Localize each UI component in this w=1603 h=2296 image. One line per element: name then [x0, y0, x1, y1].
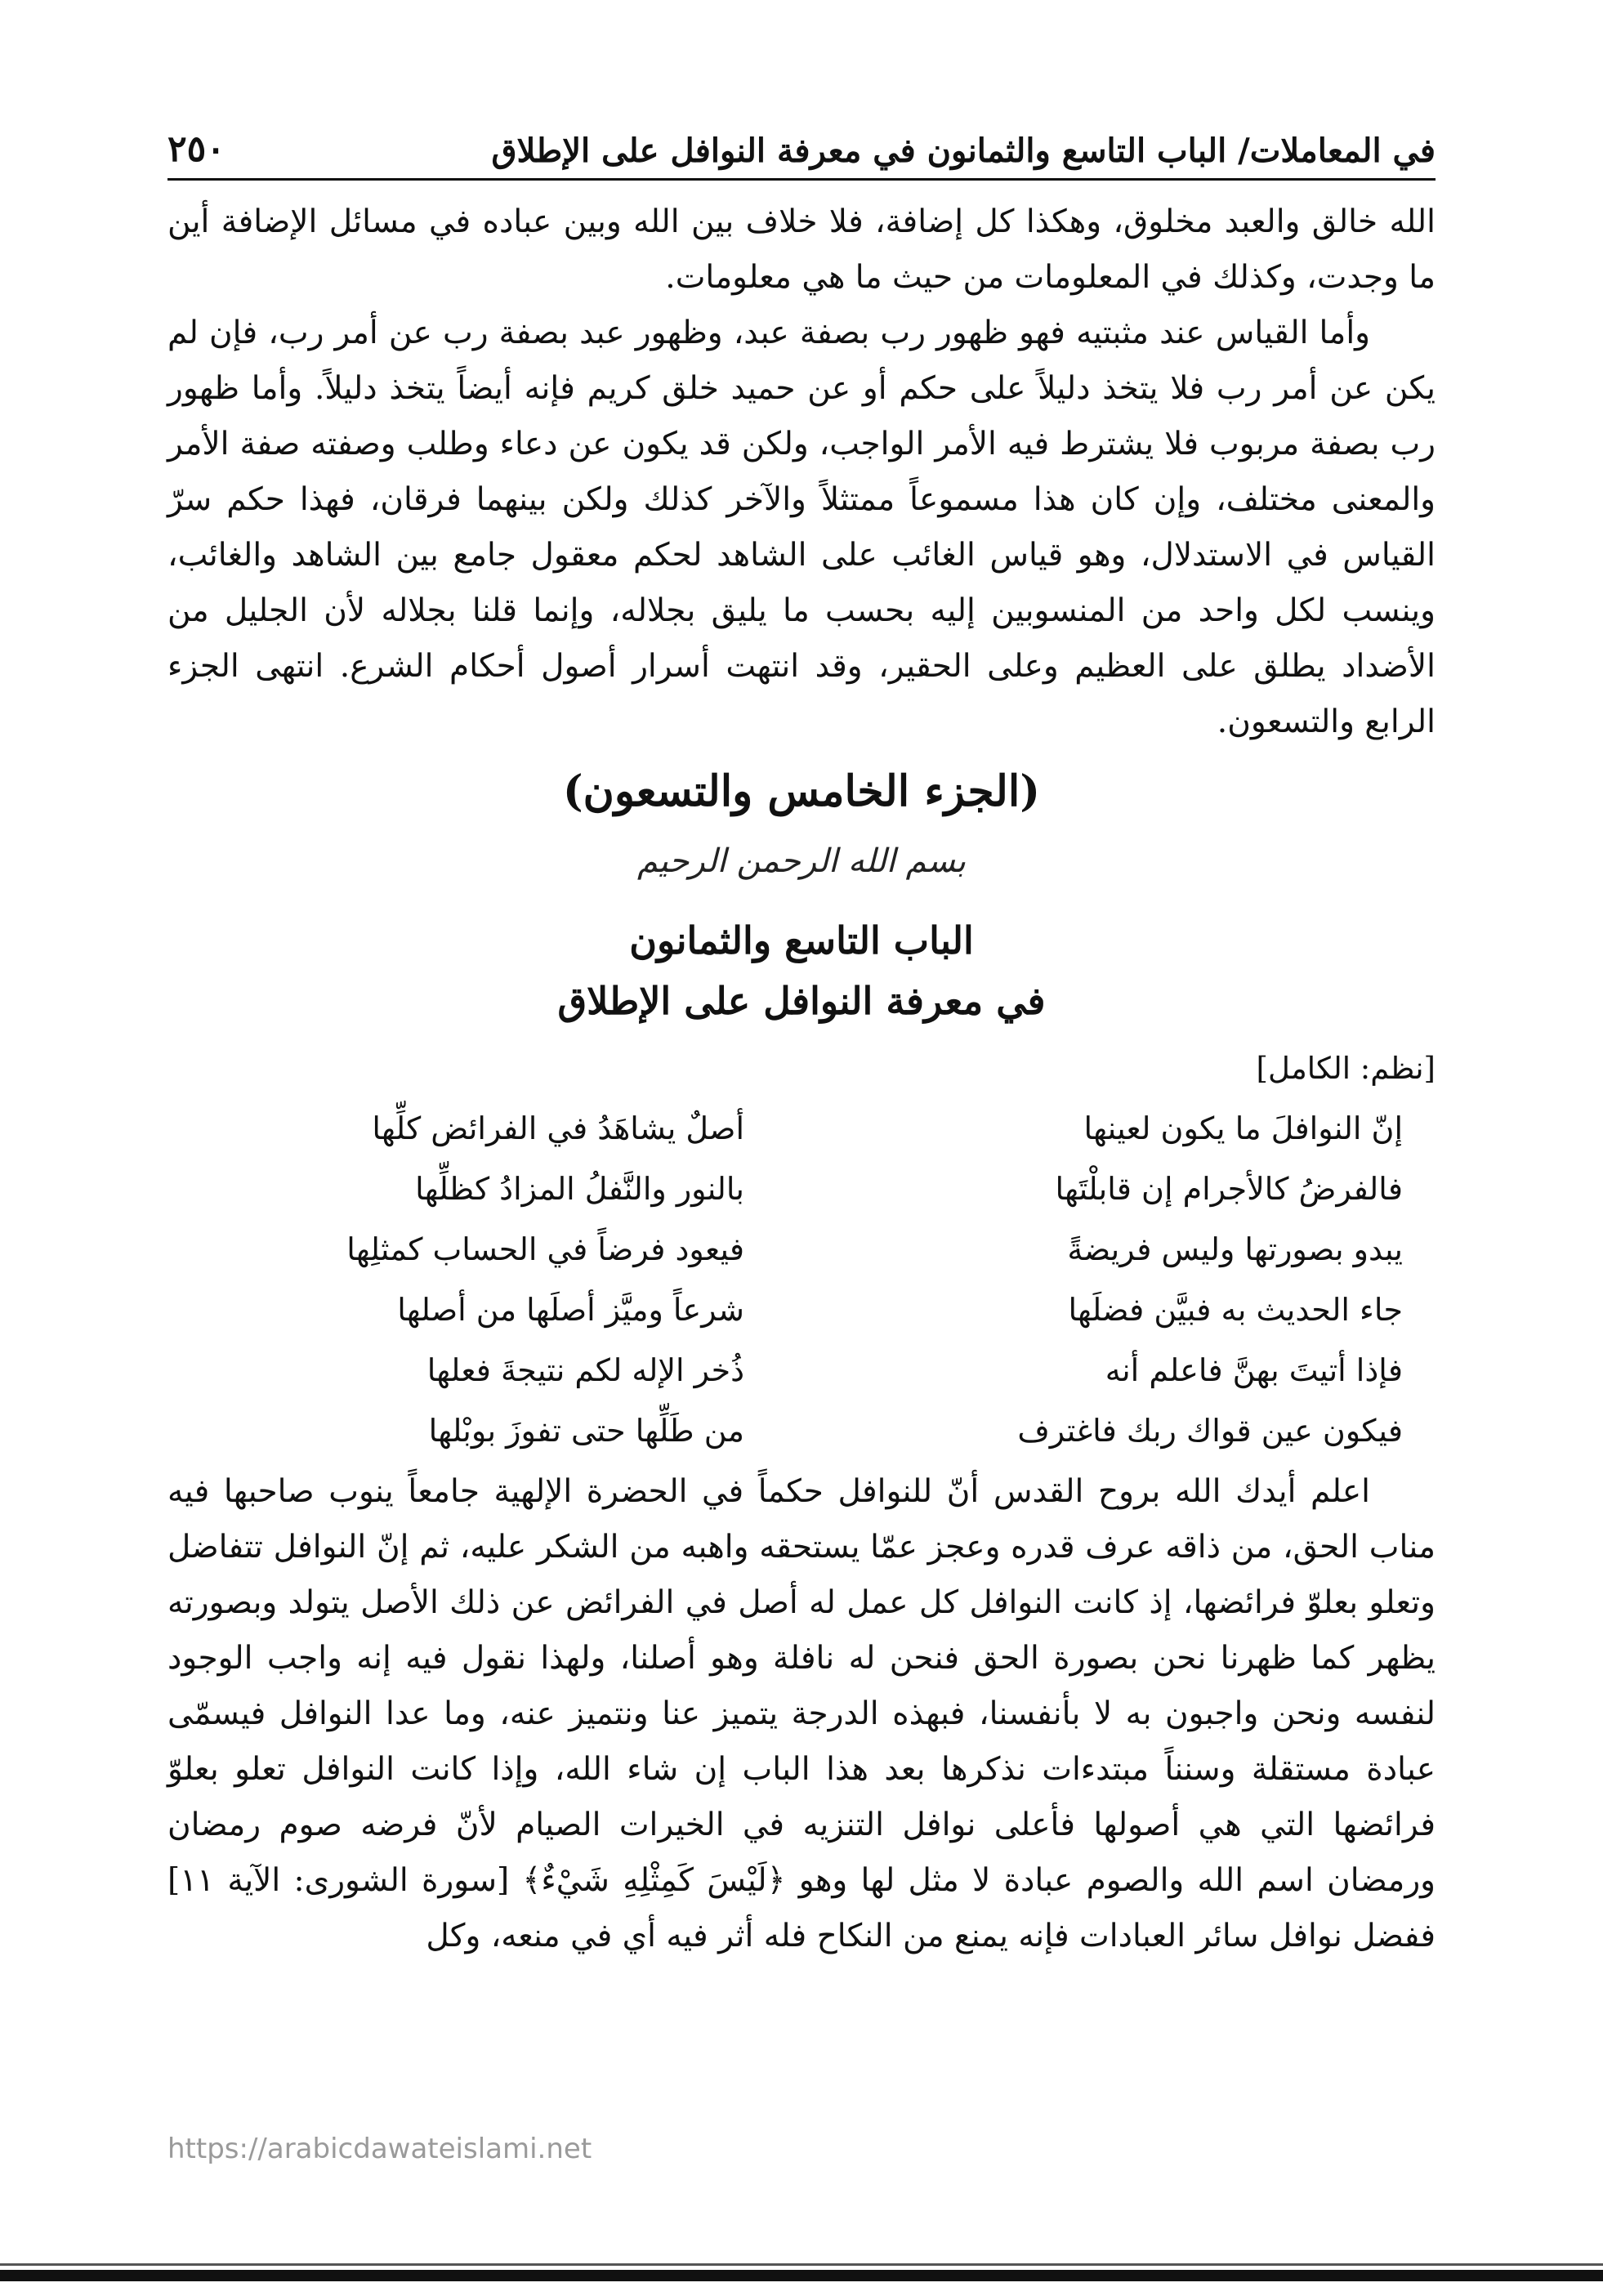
- verse-first-hemistich: فإذا أتيتَ بهنَّ فاعلم أنه: [1105, 1352, 1403, 1388]
- verse-first-hemistich: فالفرضُ كالأجرام إن قابلْتَها: [1055, 1171, 1403, 1207]
- page-number: ٢٥٠: [167, 128, 225, 170]
- verse-first-hemistich: فيكون عين قواك ربك فاغترف: [1017, 1413, 1403, 1449]
- basmala: بسم الله الرحمن الرحيم: [636, 842, 967, 880]
- running-header: [167, 96, 1436, 181]
- poem-meter: [نظم: الكامل]: [1256, 1051, 1436, 1086]
- verse-first-hemistich: يبدو بصورتها وليس فريضةً: [1067, 1231, 1403, 1267]
- poem: [167, 1098, 1436, 1461]
- poem-verse: [167, 1280, 1436, 1340]
- paragraph-intro: الله خالق والعبد مخلوق، وهكذا كل إضافة، فلا خلاف بين الله وبين عباده في مسائل الإضافة أين ما وجدت، وكذلك في المعلومات من حيث ما هي معلومات.: [167, 203, 1436, 296]
- poem-verse: [167, 1159, 1436, 1219]
- poem-verse: [167, 1340, 1436, 1400]
- chapter-title: الباب التاسع والثمانون: [629, 918, 974, 963]
- verse-second-hemistich: ذُخر الإله لكم نتيجةَ فعلها: [426, 1352, 744, 1388]
- bottom-scan-edge: [0, 2270, 1603, 2281]
- verse-second-hemistich: شرعاً وميَّز أصلَها من أصلها: [397, 1292, 744, 1328]
- chapter-subtitle: في معرفة النوافل على الإطلاق: [557, 979, 1046, 1023]
- bottom-rule: [0, 2263, 1603, 2266]
- verse-first-hemistich: إنّ النوافلَ ما يكون لعينها: [1083, 1110, 1403, 1146]
- paragraph-nawafil: اعلم أيدك الله بروح القدس أنّ للنوافل حكماً في الحضرة الإلهية جامعاً ينوب صاحبها فيه مناب الحق، من ذاقه عرف قدره وعجز عمّا يستحقه واهبه من الشكر عليه، ثم إنّ النوافل تتفاضل وتعلو بعلوّ فرائضها، إذ كانت النوافل كل عمل له أصل في الفرائض عن ذلك الأصل يتولد وبصورته يظهر كما ظهرنا نحن بصورة الحق فنحن له نافلة وهو أصلنا، ولهذا نقول فيه إنه واجب الوجود لنفسه ونحن واجبون به لا بأنفسنا، فبهذه الدرجة يتميز عنا ونتميز عنه، وما عدا النوافل فيسمّى عبادة مستقلة وسنناً مبتدءات نذكرها بعد هذا الباب إن شاء الله، وإذا كانت النوافل تعلو بعلوّ فرائضها التي هي أصولها فأعلى نوافل التنزيه في الخيرات الصيام لأنّ فرضه صوم رمضان ورمضان اسم الله والصوم عبادة لا مثل لها وهو ﴿لَيْسَ كَمِثْلِهِ شَيْءٌ﴾ [سورة الشورى: الآية ١١] ففضل نوافل سائر العبادات فإنه يمنع من النكاح فله أثر فيه أي في منعه، وكل: [167, 1473, 1436, 1954]
- poem-verse: [167, 1098, 1436, 1159]
- verse-second-hemistich: بالنور والنَّفلُ المزادُ كظلِّها: [415, 1171, 744, 1207]
- verse-second-hemistich: فيعود فرضاً في الحساب كمثلِها: [346, 1231, 744, 1267]
- verse-second-hemistich: أصلٌ يشاهَدُ في الفرائض كلِّها: [372, 1110, 744, 1146]
- poem-verse: [167, 1219, 1436, 1280]
- page-content: [167, 194, 1436, 1964]
- verse-first-hemistich: جاء الحديث به فبيَّن فضلَها: [1068, 1292, 1403, 1328]
- paragraph-qiyas: وأما القياس عند مثبتيه فهو ظهور رب بصفة عبد، وظهور عبد بصفة رب عن أمر رب، فإن لم يكن عن أمر رب فلا يتخذ دليلاً على حكم أو عن حميد خلق كريم فإنه أيضاً يتخذ دليلاً. وأما ظهور رب بصفة مربوب فلا يشترط فيه الأمر الواجب، ولكن قد يكون عن دعاء وطلب وصفته صفة الأمر والمعنى مختلف، وإن كان هذا مسموعاً ممتثلاً والآخر كذلك ولكن بينهما فرقان، فهذا حكم سرّ القياس في الاستدلال، وهو قياس الغائب على الشاهد لحكم معقول جامع بين الشاهد والغائب، وينسب لكل واحد من المنسوبين إليه بحسب ما يليق بجلاله، وإنما قلنا بجلاله لأن الجليل من الأضداد يطلق على العظيم وعلى الحقير، وقد انتهت أسرار أصول أحكام الشرع. انتهى الجزء الرابع والتسعون.: [167, 315, 1436, 740]
- verse-second-hemistich: من طَلِّها حتى تفوزَ بوبْلها: [428, 1413, 744, 1449]
- running-header-title: في المعاملات/ الباب التاسع والثمانون في معرفة النوافل على الإطلاق: [491, 132, 1436, 170]
- poem-verse: [167, 1400, 1436, 1461]
- juz-title: (الجزء الخامس والتسعون): [563, 766, 1040, 816]
- watermark-url: https://arabicdawateislami.net: [167, 2133, 592, 2165]
